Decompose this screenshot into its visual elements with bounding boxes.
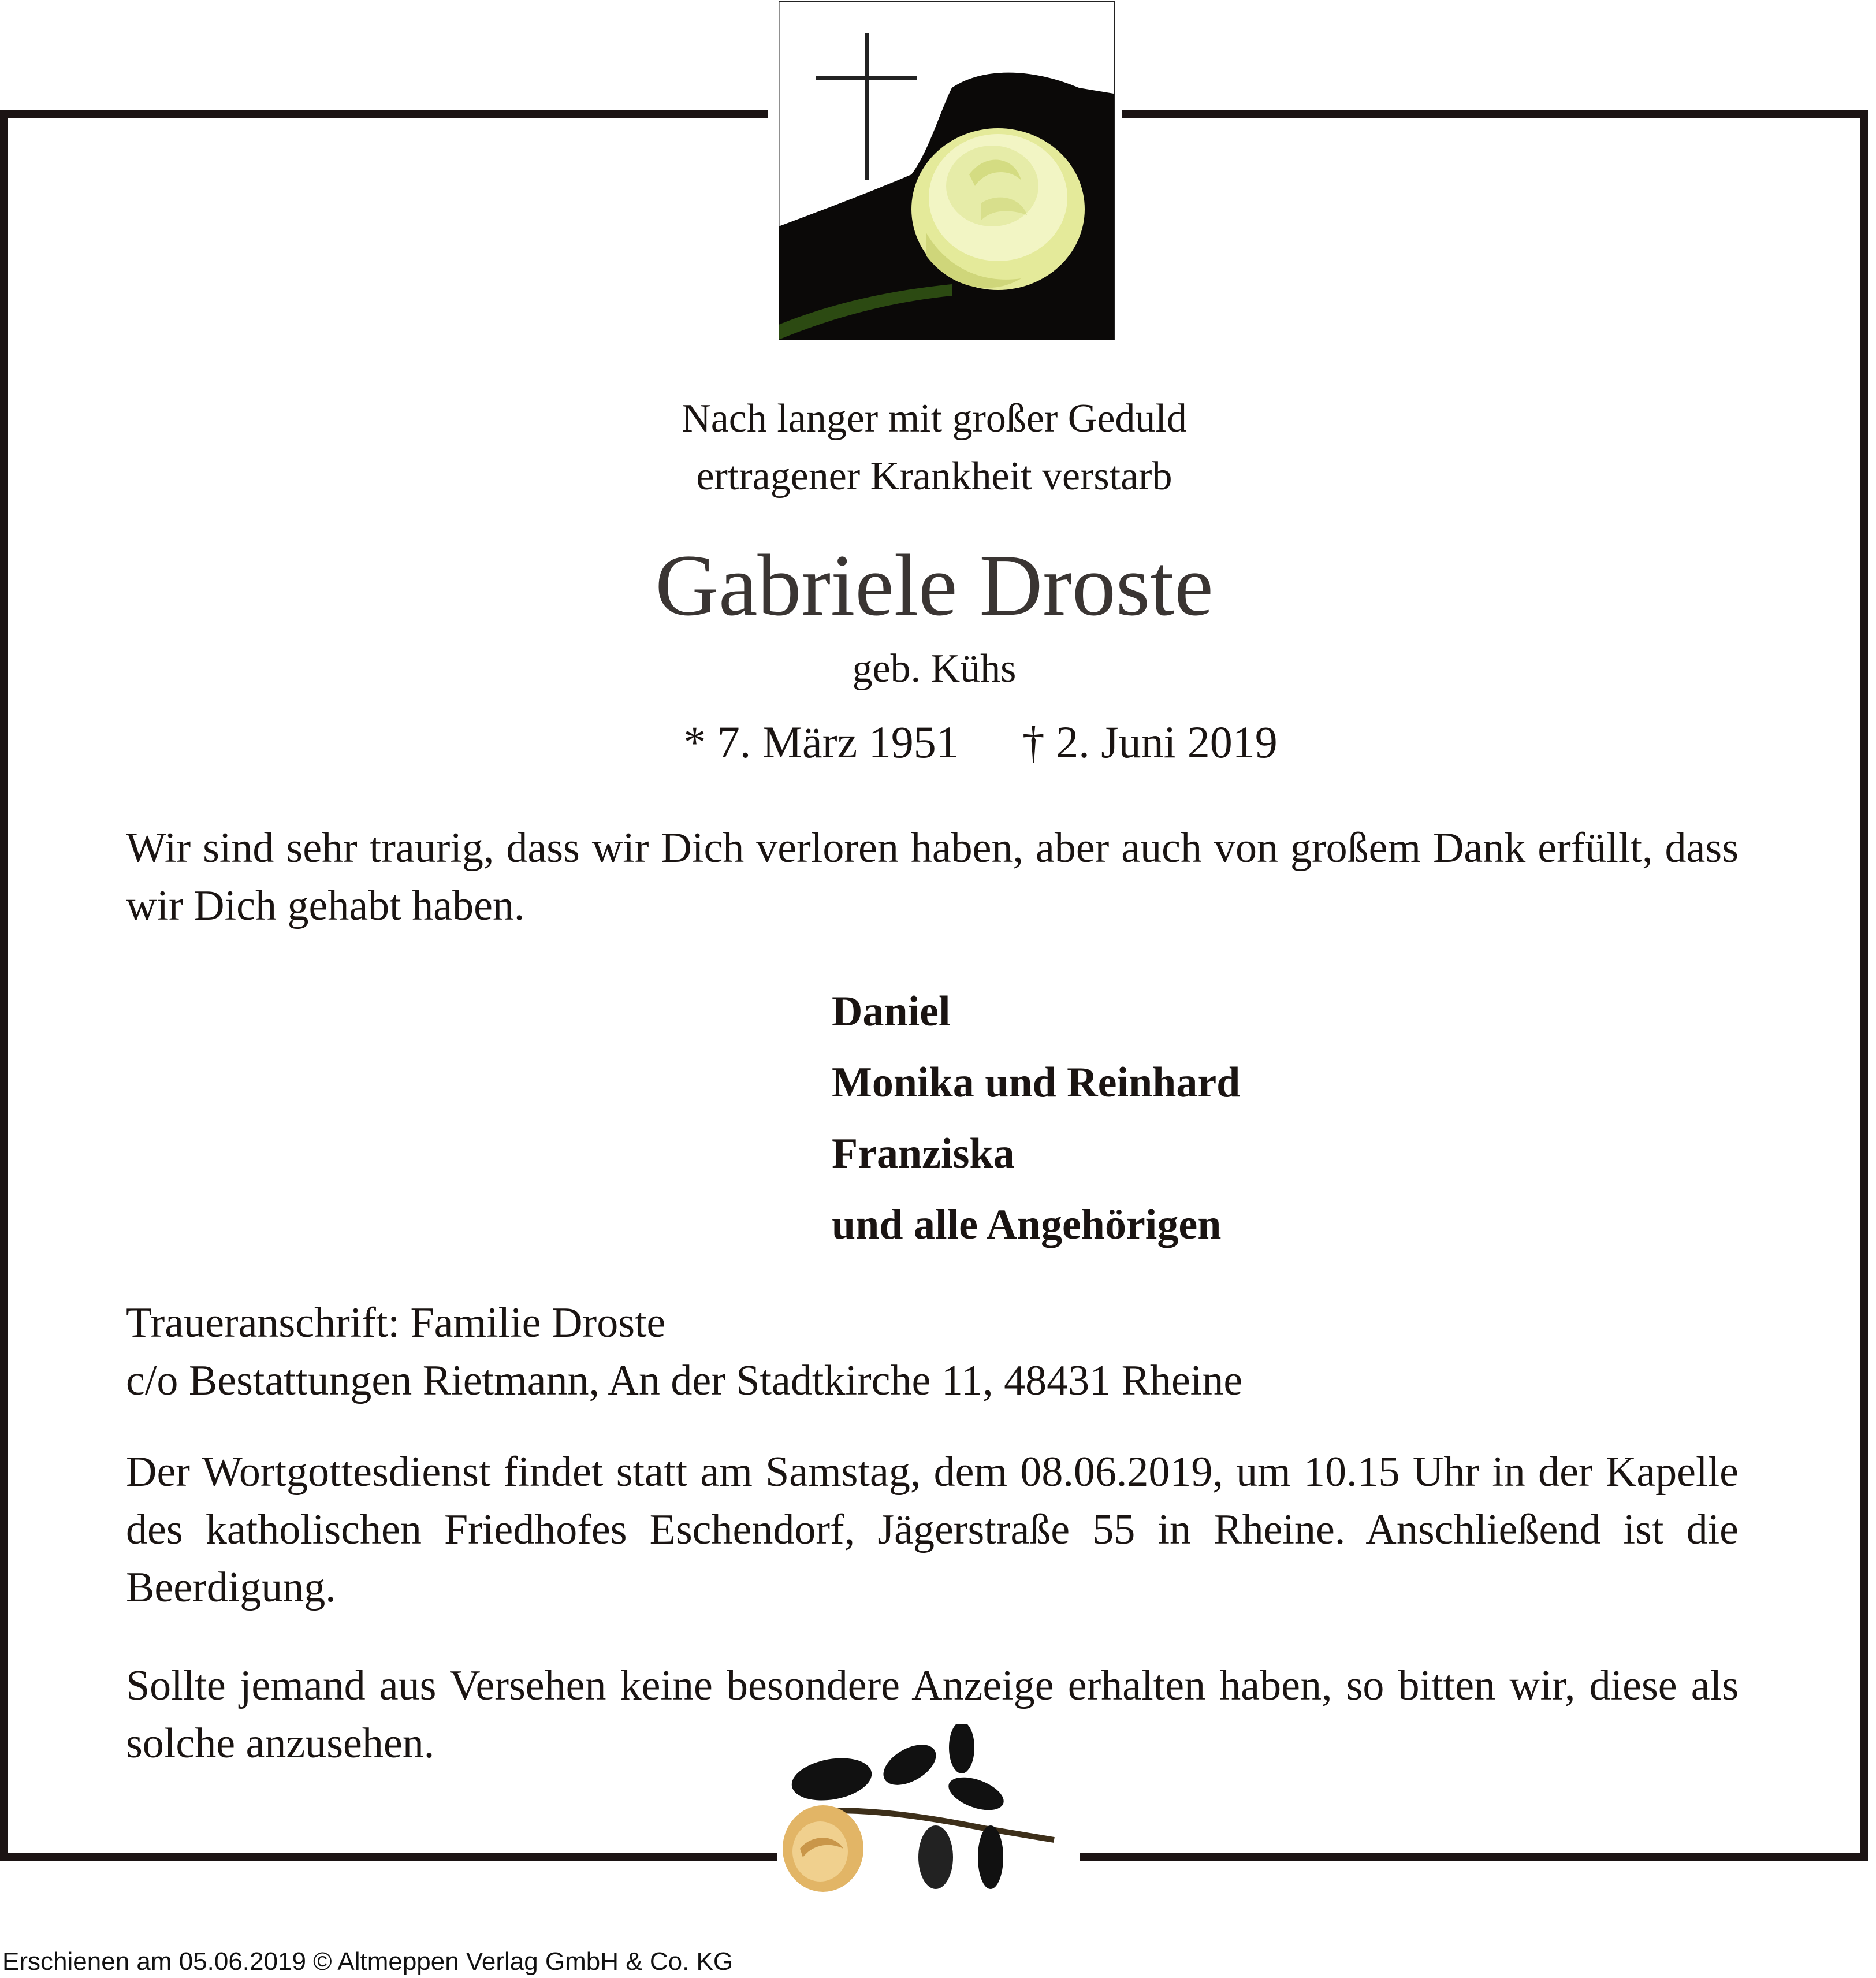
frame-left bbox=[0, 110, 8, 1861]
frame-right bbox=[1860, 110, 1868, 1861]
birth-date: * 7. März 1951 bbox=[683, 717, 959, 767]
cross-and-yellow-rose-image bbox=[779, 1, 1115, 340]
maiden-name: geb. Kühs bbox=[852, 646, 1017, 691]
death-date: † 2. Juni 2019 bbox=[1022, 717, 1278, 767]
frame-top-left bbox=[0, 110, 768, 118]
mourning-address bbox=[126, 1294, 1242, 1410]
frame-bottom-left bbox=[0, 1853, 777, 1861]
intro-text bbox=[0, 390, 1868, 505]
intro-line-1: Nach langer mit großer Geduld bbox=[682, 396, 1187, 441]
message-paragraph: Wir sind sehr traurig, dass wir Dich verloren haben, aber auch von großem Dank erfüllt, dass wir Dich gehabt haben. bbox=[126, 824, 1739, 929]
frame-top-right bbox=[1122, 110, 1868, 118]
address-line-1: Traueranschrift: Familie Droste bbox=[126, 1299, 666, 1347]
intro-line-2: ertragener Krankheit verstarb bbox=[696, 454, 1172, 499]
rose-branch-image bbox=[777, 1724, 1080, 1898]
signer-item: Monika und Reinhard bbox=[832, 1059, 1241, 1106]
address-line-2: c/o Bestattungen Rietmann, An der Stadtkirche 11, 48431 Rheine bbox=[126, 1357, 1243, 1404]
signers-list bbox=[832, 976, 1240, 1261]
closing-paragraph: Sollte jemand aus Versehen keine besondere Anzeige erhalten haben, so bitten wir, diese als solche anzusehen. bbox=[126, 1662, 1739, 1767]
signer-item: Franziska bbox=[832, 1130, 1015, 1177]
signer-item: und alle Angehörigen bbox=[832, 1201, 1222, 1248]
frame-bottom-right bbox=[1080, 1853, 1868, 1861]
deceased-name: Gabriele Droste bbox=[655, 537, 1214, 634]
publication-footer: Erschienen am 05.06.2019 © Altmeppen Verlag GmbH & Co. KG bbox=[2, 1947, 734, 1976]
service-paragraph: Der Wortgottesdienst findet statt am Samstag, dem 08.06.2019, um 10.15 Uhr in der Kapelle des katholischen Friedhofes Eschendorf, Jägerstraße 55 in Rheine. Anschließend ist die Beerdigung. bbox=[126, 1448, 1739, 1611]
signer-item: Daniel bbox=[832, 988, 951, 1035]
life-dates bbox=[46, 713, 1876, 771]
